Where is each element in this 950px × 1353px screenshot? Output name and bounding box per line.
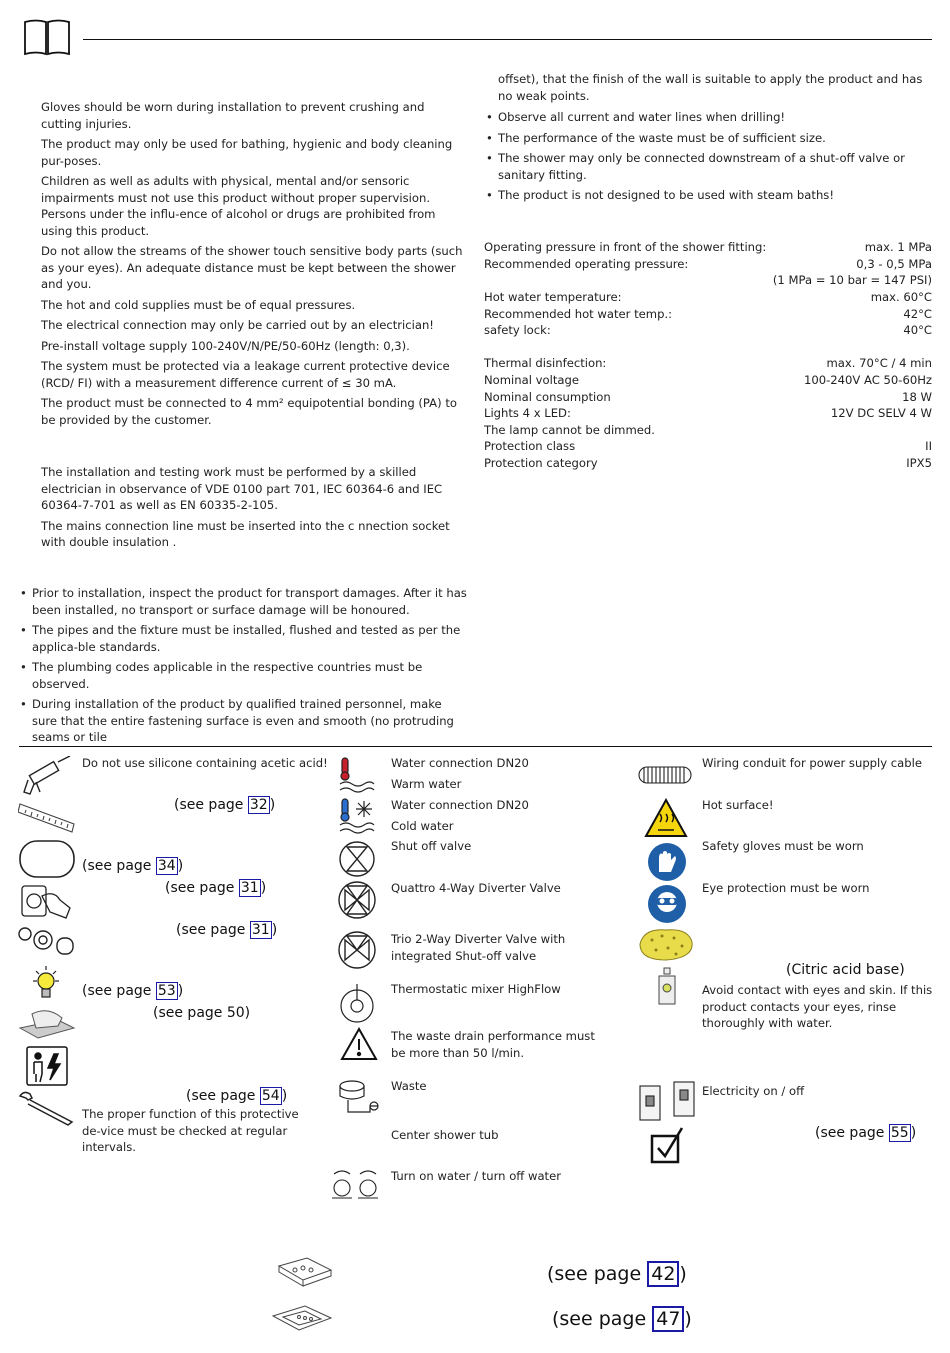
- waste-icon: [334, 1078, 380, 1122]
- spec-row: [484, 239, 932, 256]
- install-block: [32, 585, 467, 746]
- see-label: (see page: [186, 1088, 260, 1104]
- thermo-label: Thermostatic mixer HighFlow: [391, 982, 561, 996]
- install-item: • The pipes and the fixture must be installed, flushed and tested as per the applica-ble standards.: [32, 622, 467, 655]
- see-page-54: [186, 1088, 287, 1104]
- hand-socket-icon: [20, 882, 72, 924]
- spec-value: 12V DC SELV 4 W: [830, 406, 932, 420]
- safety-p3: Children as well as adults with physical, mental and/or sensoric impairments must not use this product without proper supervision. Persons under the influ-ence of alcohol or drugs are prohibited from using this product.: [41, 174, 436, 238]
- safety-p2: The product may only be used for bathing, hygienic and body cleaning pur-poses.: [41, 137, 453, 168]
- close-paren: ): [684, 1308, 692, 1330]
- wrench-icon: [18, 1090, 76, 1130]
- see-page-34: [82, 858, 183, 874]
- protective-text: The proper function of this protective de-vice must be checked at regular intervals.: [82, 1107, 299, 1154]
- spec-value: 18 W: [902, 390, 932, 404]
- safety-p1: Gloves should be worn during installation to prevent crushing and cutting injuries.: [41, 100, 425, 131]
- spec-row: [484, 438, 932, 455]
- book-icon: [22, 18, 72, 60]
- right-bullet: • The product is not designed to be used with steam baths!: [498, 187, 928, 204]
- trio-label: Trio 2-Way Diverter Valve with integrated Shut-off valve: [391, 932, 566, 963]
- header-rule: [83, 39, 932, 40]
- right-bullet: • The shower may only be connected downstream of a shut-off valve or sanitary fitting.: [498, 150, 928, 183]
- see-page-31a: [165, 880, 266, 896]
- water-dn20-warm: Water connection DN20: [391, 756, 529, 770]
- spec-label: The lamp cannot be dimmed.: [484, 423, 655, 437]
- close-paren: ): [281, 1088, 288, 1104]
- spec-value: max. 1 MPa: [864, 240, 932, 254]
- page-link-47[interactable]: 47: [652, 1306, 684, 1332]
- safety-p5: The hot and cold supplies must be of equal pressures.: [41, 297, 356, 312]
- see-page-31b: [176, 922, 277, 938]
- parts-icon: [17, 922, 77, 966]
- right-cont: offset), that the finish of the wall is suitable to apply the product and has no weak points.: [498, 72, 923, 103]
- page-link-53[interactable]: 53: [157, 983, 176, 999]
- page-link-54[interactable]: 54: [261, 1088, 280, 1104]
- silicone-text: Do not use silicone containing acetic acid!: [82, 756, 328, 770]
- shutoff-label: Shut off valve: [391, 839, 472, 853]
- spec-value: 42°C: [903, 307, 932, 321]
- page-link-55[interactable]: 55: [890, 1125, 909, 1141]
- test-p1: The installation and testing work must be performed by a skilled electrician in observance of VDE 0100 part 701, IEC 60364-6 and IEC 60364-7-701 as well as EN 60335-2-105.: [41, 465, 443, 512]
- quattro-valve-icon: [337, 880, 377, 924]
- safety-block: [41, 99, 467, 313]
- spec-label: Lights 4 x LED:: [484, 406, 571, 420]
- sponge-icon: [636, 924, 696, 968]
- test-p2: The mains connection line must be inserted into the c nnection socket with double insulation .: [41, 518, 450, 549]
- spec-row: [484, 322, 932, 339]
- right-bullet: • Observe all current and water lines when drilling!: [498, 109, 928, 126]
- trio-valve-icon: [337, 930, 377, 974]
- close-paren: ): [260, 880, 267, 896]
- close-paren: ): [177, 983, 184, 999]
- cold-water-label: Cold water: [391, 819, 454, 833]
- section-rule: [19, 746, 932, 747]
- elec-p1: The electrical connection may only be carried out by an electrician!: [41, 318, 434, 332]
- spec-label: Nominal consumption: [484, 390, 611, 404]
- spec-row: [484, 289, 932, 306]
- spec-row: [484, 372, 932, 389]
- checkmark-icon: [648, 1124, 688, 1170]
- shutoff-valve-icon: [337, 840, 377, 882]
- see-label: (see page: [82, 983, 156, 999]
- spec-value: 0,3 - 0,5 MPa: [856, 257, 932, 271]
- silicone-gun-icon: [20, 756, 72, 800]
- see-label: (see page: [165, 880, 239, 896]
- water-on-off-icon: [328, 1168, 384, 1208]
- gloves-label: Safety gloves must be worn: [702, 839, 864, 853]
- close-paren: ): [679, 1263, 687, 1285]
- center-tub-label: Center shower tub: [391, 1128, 499, 1142]
- cold-water-icon: [336, 797, 376, 841]
- water-dn20-cold: Water connection DN20: [391, 798, 529, 812]
- elec-p4: The product must be connected to 4 mm² equipotential bonding (PA) to be provided by the customer.: [41, 396, 457, 427]
- elec-p2: Pre-install voltage supply 100-240V/N/PE/50-60Hz (length: 0,3).: [41, 338, 410, 353]
- see-page-55: [815, 1125, 916, 1141]
- see-page-32: [174, 797, 275, 813]
- spec-value: max. 60°C: [870, 290, 932, 304]
- see-page-53: [82, 983, 183, 999]
- hot-surface-icon: [644, 798, 688, 842]
- hot-surface-label: Hot surface!: [702, 798, 774, 812]
- spec-label: Hot water temperature:: [484, 290, 622, 304]
- spec-label: Recommended operating pressure:: [484, 257, 689, 271]
- spec-label: Protection class: [484, 439, 576, 453]
- thermostatic-mixer-icon: [337, 982, 377, 1028]
- install-item: • During installation of the product by qualified trained personnel, make sure that the entire fastening surface is even and smooth (no protruding seams or tile: [32, 696, 467, 746]
- right-bullets: [498, 109, 928, 204]
- see-label: (see page: [815, 1125, 889, 1141]
- see-page-42: [547, 1263, 687, 1285]
- spec-value: max. 70°C / 4 min: [826, 356, 932, 370]
- see-label: (see page: [176, 922, 250, 938]
- spec-label: Recommended hot water temp.:: [484, 307, 673, 321]
- oval-icon: [19, 840, 75, 882]
- spec-value: 40°C: [903, 323, 932, 337]
- waste-performance-text: The waste drain performance must be more than 50 l/min.: [391, 1029, 595, 1060]
- warm-water-icon: [336, 756, 376, 800]
- spec-label: Nominal voltage: [484, 373, 579, 387]
- avoid-contact-text: Avoid contact with eyes and skin. If this product contacts your eyes, rinse thoroughly with water.: [702, 983, 933, 1030]
- light-bulb-icon: [30, 964, 62, 1008]
- close-paren: ): [910, 1125, 917, 1141]
- see-label: (see page: [82, 858, 156, 874]
- electrician-icon: [26, 1046, 68, 1090]
- install-item: • The plumbing codes applicable in the respective countries must be observed.: [32, 659, 467, 692]
- gloves-icon: [647, 842, 687, 886]
- see-page-50: (see page 50): [153, 1005, 251, 1021]
- spec-row: [484, 389, 932, 406]
- panel-product-icon: [273, 1256, 335, 1294]
- testing-block: [41, 464, 467, 551]
- wiring-label: Wiring conduit for power supply cable: [702, 756, 922, 770]
- wiping-hand-icon: [18, 1006, 76, 1044]
- spec-row: [484, 306, 932, 323]
- spec-row: [484, 405, 932, 422]
- warning-icon: [340, 1026, 378, 1066]
- ruler-icon: [18, 800, 76, 840]
- citric-acid: (Citric acid base): [786, 962, 905, 978]
- spec-label: Protection category: [484, 456, 598, 470]
- safety-p4: Do not allow the streams of the shower touch sensitive body parts (such as your eyes). An adequate distance must be kept between the shower and you.: [41, 244, 463, 291]
- electricity-switch-icon: [638, 1080, 698, 1128]
- electricity-label: Electricity on / off: [702, 1084, 805, 1098]
- eye-protection-label: Eye protection must be worn: [702, 881, 870, 895]
- page-link-32[interactable]: 32: [249, 797, 268, 813]
- spec-row: [484, 272, 932, 289]
- warm-water-label: Warm water: [391, 777, 462, 791]
- page-link-31[interactable]: 31: [240, 880, 259, 896]
- spec-label: Operating pressure in front of the shower fitting:: [484, 240, 767, 254]
- close-paren: ): [269, 797, 276, 813]
- spec-value: (1 MPa = 10 bar = 147 PSI): [772, 273, 932, 287]
- spec-row: [484, 422, 932, 439]
- spec-value: II: [925, 439, 932, 453]
- see-page-47: [552, 1308, 692, 1330]
- page-link-31[interactable]: 31: [251, 922, 270, 938]
- spec-value: IPX5: [906, 456, 932, 470]
- page-link-34[interactable]: 34: [157, 858, 176, 874]
- right-bullet: • The performance of the waste must be of sufficient size.: [498, 130, 928, 147]
- spec-row: [484, 256, 932, 273]
- elec-p3: The system must be protected via a leakage current protective device (RCD/ FI) with a measurement difference current of ≤ 30 mA.: [41, 359, 450, 390]
- quattro-label: Quattro 4-Way Diverter Valve: [391, 881, 561, 895]
- spec-label: Thermal disinfection:: [484, 356, 607, 370]
- page-link-42[interactable]: 42: [647, 1261, 679, 1287]
- electrical-block: [41, 317, 461, 428]
- see-label: (see page: [174, 797, 248, 813]
- spec-row: [484, 355, 932, 372]
- spec-label: safety lock:: [484, 323, 551, 337]
- water-on-off-label: Turn on water / turn off water: [391, 1169, 561, 1183]
- see-label: (see page: [547, 1263, 648, 1285]
- close-paren: ): [271, 922, 278, 938]
- install-item: • Prior to installation, inspect the product for transport damages. After it has been installed, no transport or surface damage will be honoured.: [32, 585, 467, 618]
- cleaner-bottle-icon: [655, 966, 679, 1012]
- close-paren: ): [177, 858, 184, 874]
- spec-row: [484, 455, 932, 472]
- conduit-icon: [638, 764, 692, 790]
- spec-value: 100-240V AC 50-60Hz: [803, 373, 932, 387]
- eye-protection-icon: [647, 884, 687, 928]
- see-label: (see page: [552, 1308, 653, 1330]
- waste-label: Waste: [391, 1079, 427, 1093]
- tray-product-icon: [271, 1302, 333, 1340]
